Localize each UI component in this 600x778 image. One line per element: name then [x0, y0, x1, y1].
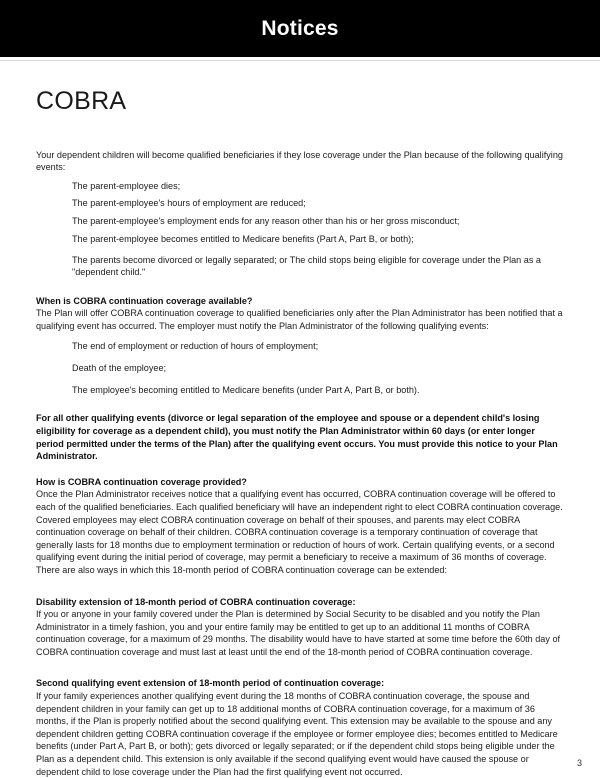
- section-body-second-qualifying-event: If your family experiences another qualifying event during the 18 months of COBRA continuation coverage, the spouse and dependent children in your family can get up to 18 additional months of COBRA continuation coverage, for a maximum of 36 months, if the Plan is properly notified about the second qualifying event. This extension may be available to the spouse and any dependent children getting COBRA continuation coverage if the employee or former employee dies; becomes entitled to Medicare benefits (under Part A, Part B, or both); gets divorced or legally separated; or if the dependent child stops being eligible under the Plan as a dependent child. This extension is only available if the second qualifying event would have caused the spouse or dependent child to lose coverage under the Plan had the first qualifying event not occurred.: [36, 691, 558, 777]
- list-item: The end of employment or reduction of hours of employment;: [72, 340, 319, 351]
- spacer: [36, 577, 564, 596]
- page-title: COBRA: [36, 87, 127, 115]
- spacer: [36, 279, 564, 295]
- list-item: The parent-employee's employment ends for any reason other than his or her gross misconduct;: [72, 216, 460, 227]
- page-header-title: Notices: [261, 16, 339, 40]
- section-heading-second-qualifying-event: Second qualifying event extension of 18-month period of continuation coverage:: [36, 678, 385, 689]
- header-separator-rule: [0, 57, 600, 61]
- document-content: [0, 88, 600, 778]
- section-heading-how-provided: How is COBRA continuation coverage provided?: [36, 476, 247, 487]
- list-item: The parent-employee's hours of employment are reduced;: [72, 198, 306, 209]
- spacer: [36, 463, 564, 476]
- section-body-how-provided: Once the Plan Administrator receives notice that a qualifying event has occurred, COBRA continuation coverage will be offered to each of the qualified beneficiaries. Each qualified beneficiary will have an independent right to elect COBRA continuation coverage. Covered employees may elect COBRA continuation coverage on behalf of their spouses, and parents may elect COBRA continuation coverage on behalf of their children. COBRA continuation coverage is a temporary continuation of coverage that generally lasts for 18 months due to employment termination or reduction of hours of work. Certain qualifying events, or a second qualifying event during the initial period of coverage, may permit a beneficiary to receive a maximum of 36 months of coverage. There are also ways in which this 18-month period of COBRA continuation coverage can be extended:: [36, 489, 563, 575]
- list-item: The parents become divorced or legally separated; or The child stops being eligible for coverage under the Plan as a "dependent child.": [72, 254, 541, 278]
- spacer: [36, 658, 564, 677]
- dependent-events-list: [36, 180, 564, 279]
- page-number: 3: [576, 758, 582, 768]
- section-body-when-available: The Plan will offer COBRA continuation coverage to qualified beneficiaries only after the Plan Administrator has been notified that a qualifying event has occurred. The employer must notify the Plan Administrator of the following qualifying events:: [36, 308, 563, 331]
- section-heading-disability-extension: Disability extension of 18-month period of COBRA continuation coverage:: [36, 596, 356, 607]
- list-item: The parent-employee becomes entitled to Medicare benefits (Part A, Part B, or both);: [72, 234, 414, 245]
- section-heading-when-available: When is COBRA continuation coverage available?: [36, 295, 253, 306]
- spacer: [36, 396, 564, 412]
- list-item: The parent-employee dies;: [72, 180, 181, 191]
- intro-paragraph: Your dependent children will become qualified beneficiaries if they lose coverage under the Plan because of the following qualifying events:: [36, 149, 563, 173]
- list-item: Death of the employee;: [72, 362, 167, 373]
- section-body-disability-extension: If you or anyone in your family covered under the Plan is determined by Social Security to be disabled and you notify the Plan Administrator in a timely fashion, you and your entire family may be entitled to get up to an additional 11 months of COBRA continuation coverage, for a maximum of 29 months. The disability would have to have started at some time before the 60th day of COBRA continuation coverage and must last at least until the end of the 18-month period of COBRA continuation coverage.: [36, 609, 561, 657]
- employer-notify-events-list: [36, 340, 564, 397]
- notice-requirement-paragraph: For all other qualifying events (divorce or legal separation of the employee and spouse or a dependent child's losing eligibility for coverage as a dependent child), you must notify the Plan Administrator within 60 days (or enter longer period permitted under the terms of the Plan) after the qualifying event occurs. You must provide this notice to your Plan Administrator.: [36, 413, 558, 462]
- list-item: The employee's becoming entitled to Medicare benefits (under Part A, Part B, or both).: [72, 384, 420, 395]
- page-header-band: [0, 0, 600, 57]
